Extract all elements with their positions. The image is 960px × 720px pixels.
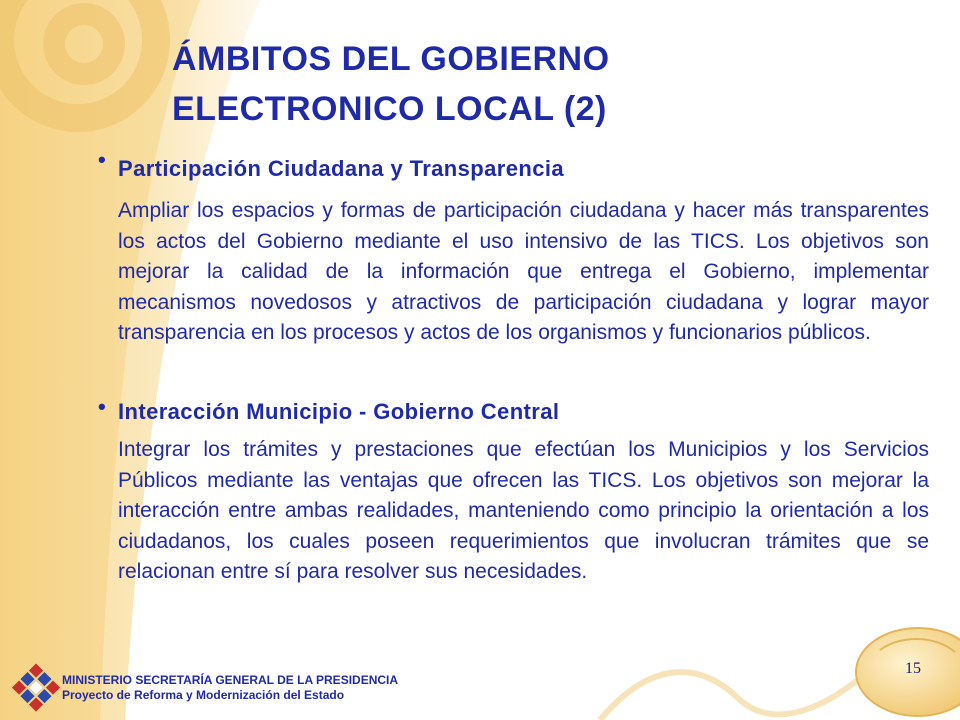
title-line-2: ELECTRONICO LOCAL (2) <box>172 90 607 128</box>
footer-project: Proyecto de Reforma y Modernización del Estado <box>62 688 345 702</box>
ministry-logo <box>8 662 64 716</box>
title-line-1: ÁMBITOS DEL GOBIERNO <box>172 40 610 78</box>
bullet-icon: • <box>98 147 106 172</box>
section-body: Integrar los trámites y prestaciones que efectúan los Municipios y los Servicios Públicos mediante las ventajas que ofrecen las TICS. Los objetivos son mejorar la interacción entre ambas realidades, manteniendo como principio la orientación a los ciudadanos, los cuales poseen requerimientos que involucran trámites que se relacionan entre sí para resolver sus necesidades. <box>118 438 929 583</box>
page-number: 15 <box>905 660 921 677</box>
bullet-icon: • <box>98 394 106 419</box>
footer-ministry: MINISTERIO SECRETARÍA GENERAL DE LA PRESIDENCIA <box>62 673 399 687</box>
page-title <box>172 34 872 134</box>
section-body: Ampliar los espacios y formas de participación ciudadana y hacer más transparentes los actos del Gobierno mediante el uso intensivo de las TICS. Los objetivos son mejorar la calidad de la información que entrega el Gobierno, implementar mecanismos novedosos y atractivos de participación ciudadana y lograr mayor transparencia en los procesos y actos de los organismos y funcionarios públicos. <box>118 199 929 344</box>
section-heading: Interacción Municipio - Gobierno Central <box>118 399 560 424</box>
section-heading: Participación Ciudadana y Transparencia <box>118 156 564 181</box>
